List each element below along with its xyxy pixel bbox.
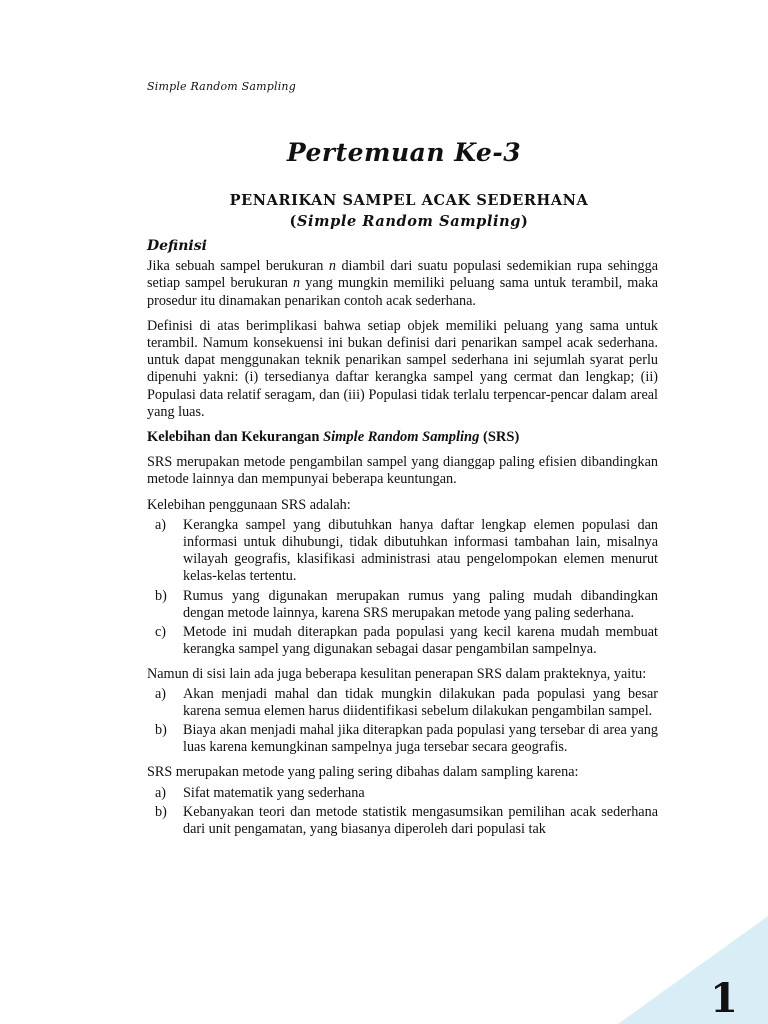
body-content (147, 238, 658, 846)
list-item: a) Kerangka sampel yang dibutuhkan hanya daftar lengkap elemen populasi dan informasi untuk dihubungi, tidak dibutuhkan informasi tambahan lain, misalnya wilayah geografis, klasifikasi administrasi atau pengelompokan elemen menurut kelas-kelas tertentu. (155, 516, 658, 585)
list-item: b) Biaya akan menjadi mahal jika diterapkan pada populasi yang tersebar di area yang luas karena kemungkinan sampelnya juga tersebar secara geografis. (155, 722, 658, 756)
page-number: 1 (710, 975, 738, 1022)
corner-decoration (618, 916, 768, 1024)
subtitle-italic: Simple Random Sampling (296, 213, 521, 230)
list-item: a) Akan menjadi mahal dan tidak mungkin dilakukan pada populasi yang besar karena semua elemen harus diidentifikasi sebelum dilakukan pengambilan sampel. (155, 685, 658, 719)
disadvantages-intro: Namun di sisi lain ada juga beberapa kesulitan penerapan SRS dalam prakteknya, yaitu: (147, 666, 647, 683)
list-item: b) Rumus yang digunakan merupakan rumus yang paling mudah dibandingkan dengan metode lainnya, karena SRS merupakan metode yang paling sederhana. (155, 587, 658, 621)
variable-n: n (293, 275, 301, 292)
list-item: c) Metode ini mudah diterapkan pada populasi yang kecil karena mudah membuat kerangka sampel yang digunakan sebagai dasar pengambilan sampelnya. (155, 624, 658, 658)
advantages-list-intro: Kelebihan penggunaan SRS adalah: (147, 496, 351, 513)
definition-heading: Definisi (147, 238, 207, 254)
list-item: b) Kebanyakan teori dan metode statistik mengasumsikan pemilihan acak sederhana dari unit pengamatan, yang biasanya diperoleh dari populasi tak (155, 803, 658, 838)
definition-paragraph-2: Definisi di atas berimplikasi bahwa setiap objek memiliki peluang yang sama untuk terambil. Namum konsekuensi ini bukan definisi dari penarikan sampel acak sederhana. untuk dapat menggunakan teknik penarikan sampel sederhana ini sejumlah syarat perlu dipenuhi yakni: (i) tersedianya daftar kerangka sampel yang cermat dan lengkap; (ii) Populasi data relatif seragam, dan (iii) Populasi tidak terlalu terpencar-pencar dalam areal yang luas. (147, 317, 658, 420)
disadvantages-list (147, 686, 658, 757)
advantages-heading: Kelebihan dan Kekurangan Simple Random Sampling (SRS) (147, 429, 520, 446)
advantages-intro: SRS merupakan metode pengambilan sampel yang dianggap paling efisien dibandingkan metode lainnya dan mempunyai beberapa keuntungan. (147, 454, 658, 488)
variable-n: n (328, 258, 336, 275)
reasons-intro: SRS merupakan metode yang paling sering dibahas dalam sampling karena: (147, 764, 579, 781)
chapter-title: Pertemuan Ke-3 (286, 138, 522, 167)
document-title: PENARIKAN SAMPEL ACAK SEDERHANA (229, 192, 589, 209)
definition-paragraph-1: Jika sebuah sampel berukuran n diambil dari suatu populasi sedemikian rupa sehingga setiap sampel berukuran n yang mungkin memiliki peluang sama untuk terambil, maka prosedur itu dinamakan penarikan contoh acak sederhana. (147, 258, 659, 309)
reasons-list (147, 785, 658, 839)
document-subtitle: (Simple Random Sampling) (289, 213, 529, 230)
list-item: a) Sifat matematik yang sederhana (155, 784, 365, 801)
running-header: Simple Random Sampling (147, 80, 296, 93)
advantages-list (147, 517, 658, 659)
corner-triangle (618, 916, 768, 1024)
